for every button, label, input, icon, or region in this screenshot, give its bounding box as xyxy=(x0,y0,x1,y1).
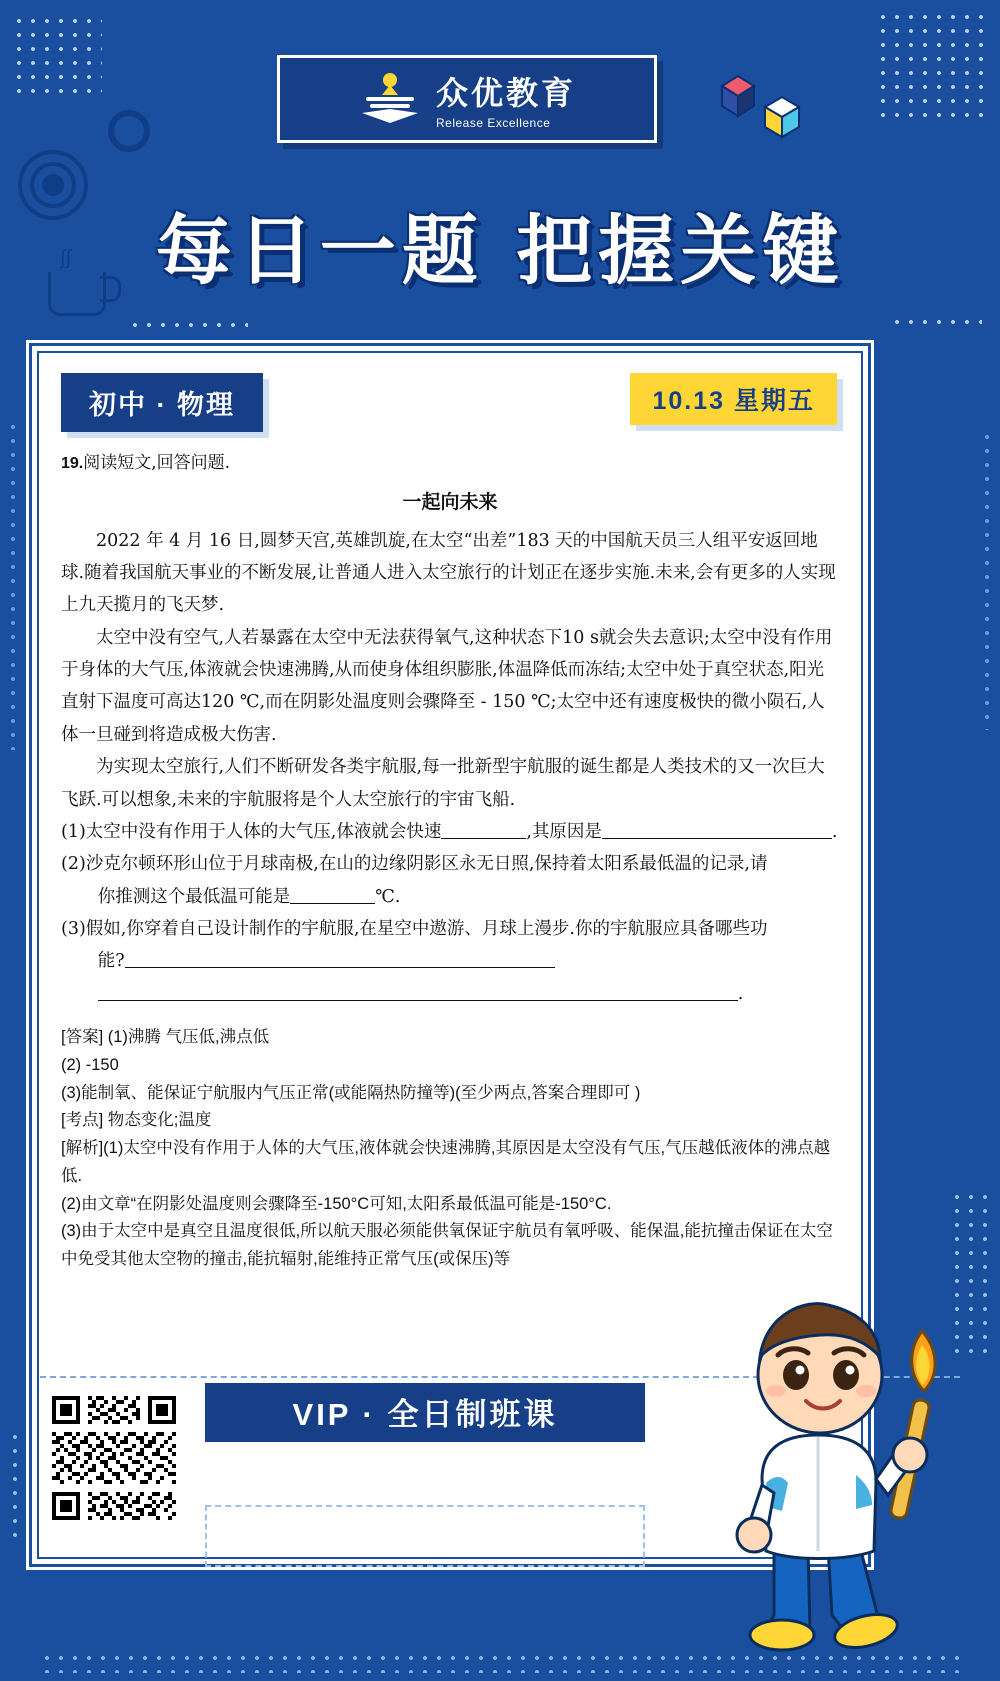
sub-question-2-line2 xyxy=(61,881,839,913)
dot-grid-decoration xyxy=(980,430,994,730)
article-paragraph: 为实现太空旅行,人们不断研发各类宇航服,每一批新型宇航服的诞生都是人类技术的又一次巨大飞跃.可以想象,未来的宇航服将是个人太空旅行的宇宙飞船. xyxy=(61,757,825,810)
page-title: 每日一题 把握关键 xyxy=(155,206,845,295)
dot-grid-decoration xyxy=(890,315,982,331)
answer-line: (3)能制氧、能保证宁航服内气压正常(或能隔热防撞等)(至少两点,答案合理即可 ) xyxy=(61,1083,641,1102)
sub-question-text: . xyxy=(831,821,838,842)
sub-question-text: 沙克尔顿环形山位于月球南极,在山的边缘阴影区永无日照,保持着太阳系最低温的记录,请 xyxy=(85,854,768,875)
countdown-badge: 中考倒计时： 256天 xyxy=(205,1505,645,1567)
jiexi-line: [解析](1)太空中没有作用于人体的大气压,液体就会快速沸腾,其原因是太空没有气压,气压越低液体的沸点越低. xyxy=(61,1139,831,1185)
cube-icon xyxy=(760,92,806,142)
answer-blank[interactable] xyxy=(125,951,555,969)
sub-question-text: 你推测这个最低温可能是 xyxy=(97,886,291,907)
answer-blank[interactable] xyxy=(441,821,526,839)
brand-logo xyxy=(277,55,657,143)
sub-question-text: 假如,你穿着自己设计制作的宇航服,在星空中遨游、月球上漫步.你的宇航服应具备哪些功 xyxy=(85,919,768,940)
answer-line: [答案] (1)沸腾 气压低,沸点低 xyxy=(61,1028,270,1047)
brand-name-en: Release Excellence xyxy=(435,116,551,130)
sub-question-text: ,其原因是 xyxy=(526,821,602,842)
dot-grid-decoration xyxy=(6,420,20,750)
sub-question-3 xyxy=(61,913,839,945)
vip-course-label: VIP · 全日制班课 xyxy=(205,1383,645,1442)
qr-code[interactable] xyxy=(48,1392,180,1524)
subject-badge: 初中 · 物理 xyxy=(61,373,263,432)
question-header xyxy=(61,448,839,479)
question-number: 19. xyxy=(61,455,84,472)
sub-question-3-line2 xyxy=(61,945,839,977)
article-paragraph: 太空中没有空气,人若暴露在太空中无法获得氧气,这种状态下10 s就会失去意识;太空中没有作用于身体的大气压,体液就会快速沸腾,从而使身体组织膨胀,体温降低而冻结;太空中处于真空状态,阳光直射下温度可高达120 ℃,而在阴影处温度则会骤降至 - 150 ℃;太空中还有速度极快的微小陨石,人体一旦碰到将造成极大伤害. xyxy=(61,627,833,745)
dot-grid-decoration xyxy=(12,14,102,94)
answer-line: . xyxy=(61,978,839,1010)
answer-blank[interactable] xyxy=(290,886,375,904)
sub-question-label: (1) xyxy=(61,821,86,842)
sub-question-text: ℃. xyxy=(375,886,401,907)
jiexi-line: (3)由于太空中是真空且温度很低,所以航天服必须能供氧保证宇航员有氧呼吸、能保温,能抗撞击保证在太空中免受其他太空物的撞击,能抗辐射,能维持正常气压(或保压)等 xyxy=(61,1222,833,1268)
answer-blank[interactable] xyxy=(602,821,832,839)
circle-outline-icon xyxy=(108,110,150,152)
sub-question-label: (3) xyxy=(61,919,86,940)
article-paragraph: 2022 年 4 月 16 日,圆梦天宫,英雄凯旋,在太空“出差”183 天的中国航天员三人组平安返回地球.随着我国航天事业的不断发展,让普通人进入太空旅行的计划正在逐步实施.未来,会有更多的人实现上九天揽月的飞天梦. xyxy=(61,530,836,616)
steam-icon: ∫∫ xyxy=(60,247,71,269)
brand-name-cn: 众优教育 xyxy=(435,75,576,111)
sub-question-2 xyxy=(61,848,839,880)
promo-block xyxy=(205,1383,645,1567)
cube-icon xyxy=(718,72,762,120)
dot-grid-decoration xyxy=(876,10,986,125)
jiexi-line: (2)由文章“在阴影处温度则会骤降至-150°C可知,太阳系最低温可能是-150°C. xyxy=(61,1194,612,1213)
mascot-illustration xyxy=(670,1279,970,1659)
sub-question-text: 能? xyxy=(97,951,125,972)
answer-blank[interactable] xyxy=(98,983,738,1001)
sub-question-label: (2) xyxy=(61,854,86,875)
question-prompt: 阅读短文,回答问题. xyxy=(83,453,231,473)
solution-block xyxy=(61,1024,839,1273)
sub-question-1 xyxy=(61,816,839,848)
scan-trial-label: 扫码预约免费试听 xyxy=(273,1458,577,1493)
question-body xyxy=(61,448,839,1010)
answer-line: (2) -150 xyxy=(61,1055,119,1074)
open-book-icon xyxy=(358,71,422,127)
article-title: 一起向未来 xyxy=(402,491,498,514)
kaodian-line: [考点] 物态变化;温度 xyxy=(61,1111,212,1130)
sub-question-text: 太空中没有作用于人体的大气压,体液就会快速 xyxy=(85,821,442,842)
dot-grid-decoration xyxy=(128,318,248,332)
date-badge: 10.13 星期五 xyxy=(630,373,837,425)
